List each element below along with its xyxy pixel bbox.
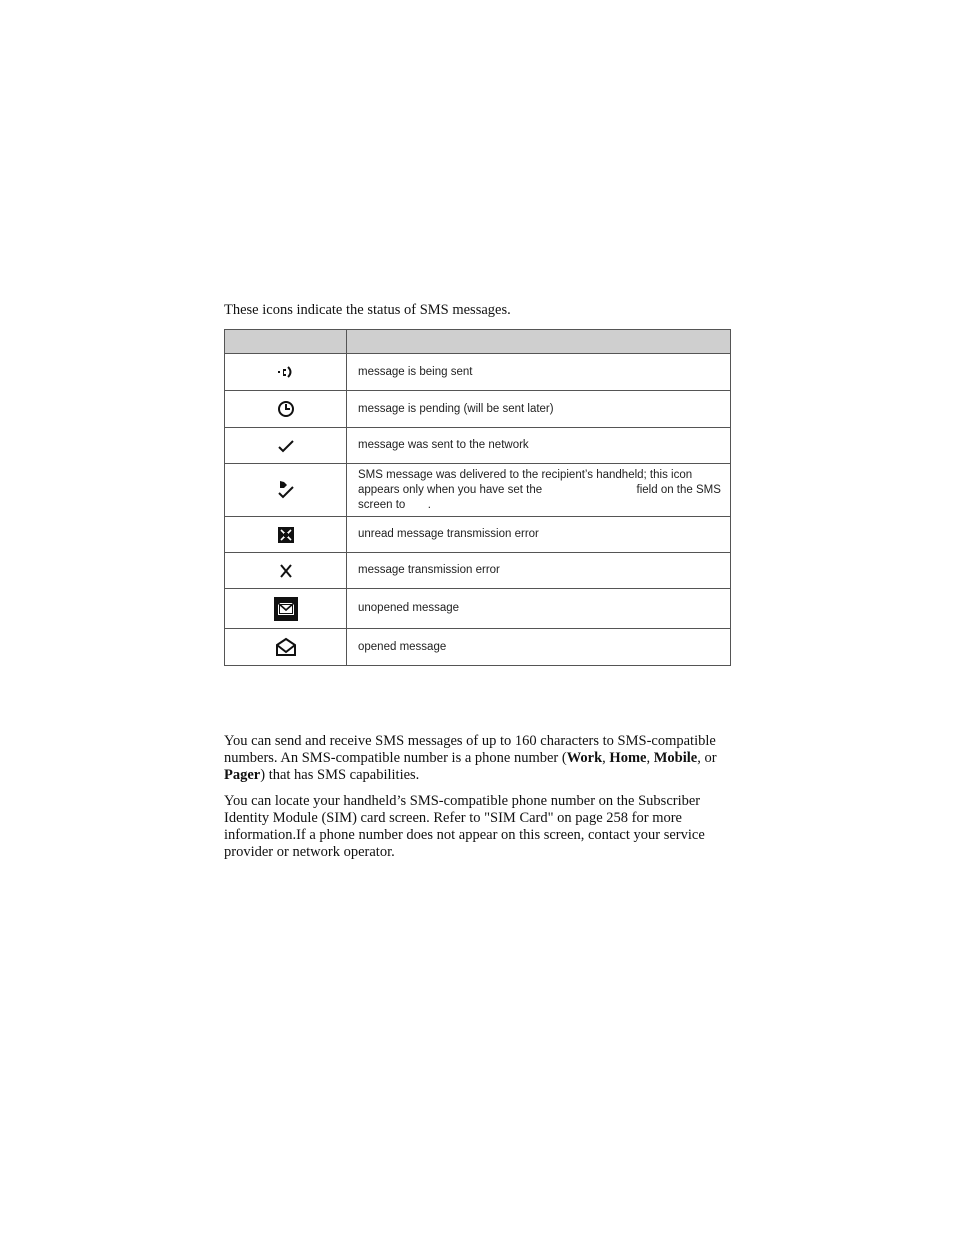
header-icon-column	[225, 330, 347, 354]
header-description-column	[347, 330, 731, 354]
sim-number-paragraph: You can locate your handheld’s SMS-compatible phone number on the Subscriber Identity Module (SIM) card screen. Refer to "SIM Card" on page 258 for more information.If a phone number does not appear on this screen, contact your service provider or network operator.	[224, 793, 705, 860]
home-label: Home	[609, 750, 647, 766]
intro-text: These icons indicate the status of SMS messages.	[224, 302, 511, 318]
sending-icon	[276, 363, 296, 381]
table-row	[225, 589, 731, 629]
separator: , or	[697, 750, 717, 766]
row-description: unopened message	[347, 589, 731, 629]
row-description	[347, 464, 731, 517]
pager-label: Pager	[224, 767, 261, 783]
unread-error-icon	[276, 525, 296, 545]
table-row	[225, 629, 731, 666]
table-header-row	[225, 330, 731, 354]
table-row	[225, 354, 731, 391]
delivered-check-icon	[276, 479, 296, 501]
table-row	[225, 391, 731, 428]
separator: ,	[602, 750, 610, 766]
error-x-icon	[276, 562, 296, 580]
sms-capability-paragraph	[224, 733, 734, 784]
sms-status-icons-table	[224, 329, 731, 666]
row-description: message is pending (will be sent later)	[347, 391, 731, 428]
table-row	[225, 517, 731, 553]
mobile-label: Mobile	[653, 750, 698, 766]
work-label: Work	[566, 750, 603, 766]
paragraph-text: You can send and receive SMS messages of up to 160 characters to SMS-compatible numbers. An SMS-compatible number is a phone number (	[224, 733, 716, 766]
unopened-envelope-icon	[273, 596, 299, 622]
row-description: opened message	[347, 629, 731, 666]
pending-clock-icon	[276, 399, 296, 419]
paragraph-text: ) that has SMS capabilities.	[260, 767, 420, 783]
table-row	[225, 464, 731, 517]
separator: ,	[646, 750, 654, 766]
opened-envelope-icon	[275, 637, 297, 657]
row-description: unread message transmission error	[347, 517, 731, 553]
description-part-2: field on the SMS screen to	[358, 483, 721, 511]
table-row	[225, 428, 731, 464]
description-part-3: .	[427, 498, 431, 511]
row-description: message transmission error	[347, 553, 731, 589]
row-description: message is being sent	[347, 354, 731, 391]
table-row	[225, 553, 731, 589]
row-description: message was sent to the network	[347, 428, 731, 464]
description-part-1: SMS message was delivered to the recipient’s handheld; this icon appears only when you have set the	[358, 468, 693, 496]
sent-check-icon	[276, 437, 296, 455]
